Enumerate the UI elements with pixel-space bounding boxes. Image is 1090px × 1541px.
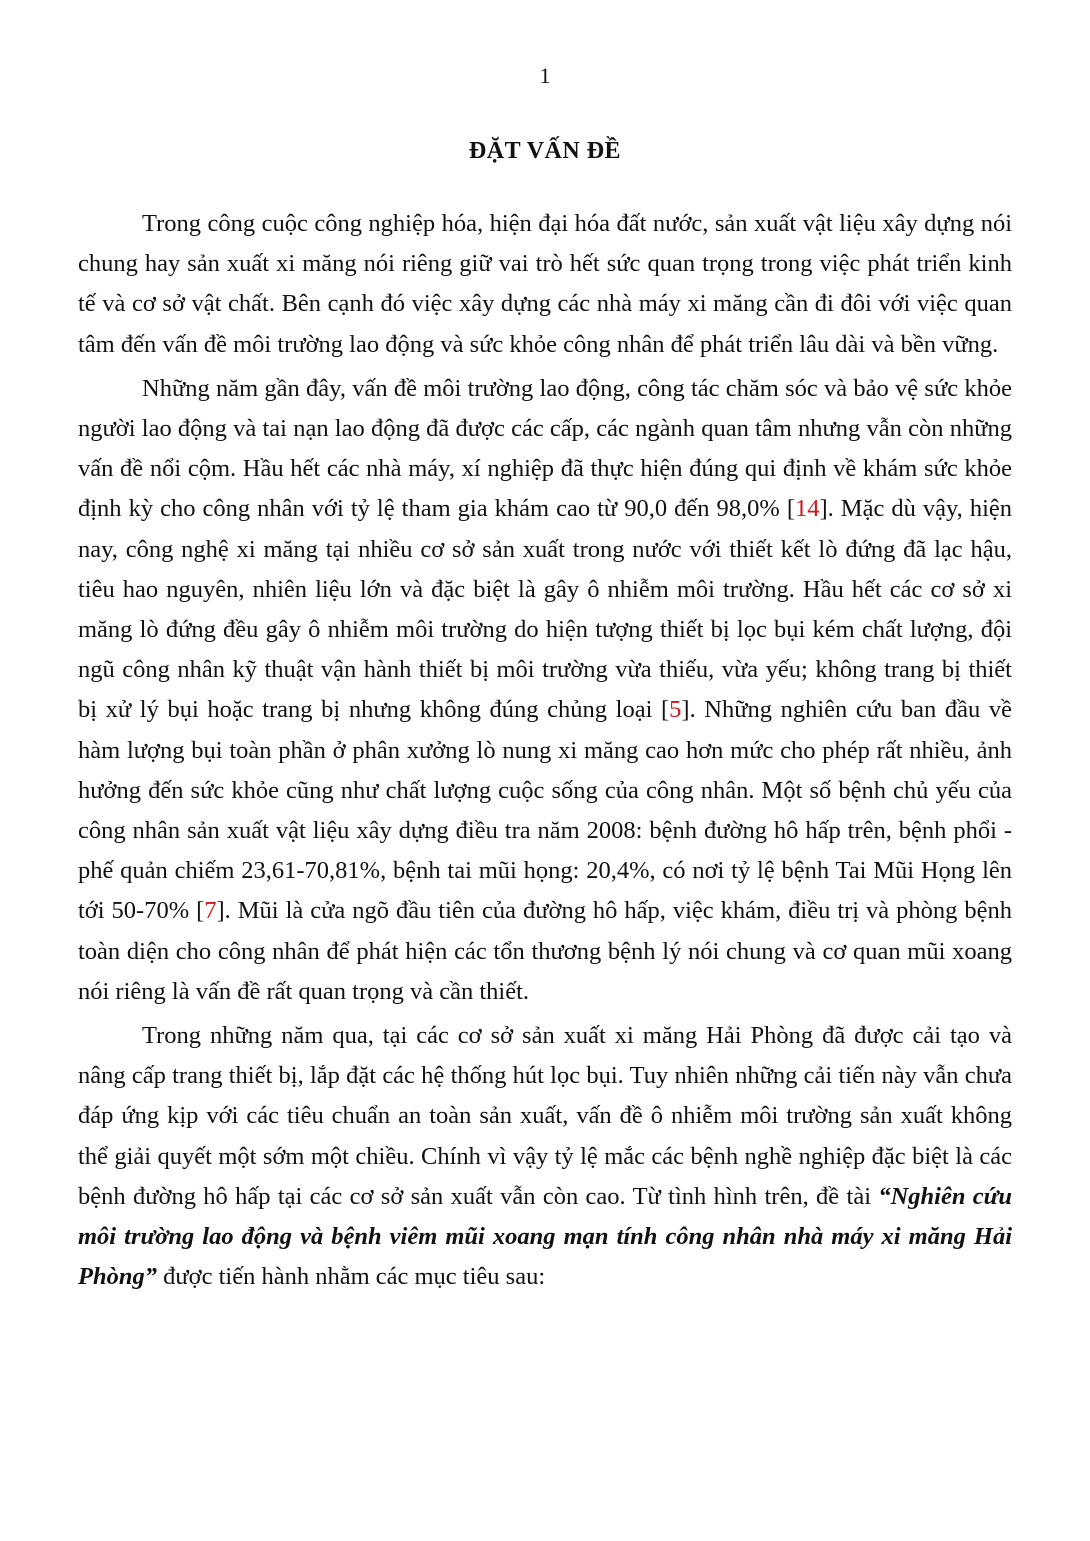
body-text — [78, 204, 1012, 1301]
paragraph-2 — [78, 369, 1012, 1012]
paragraph-text: được tiến hành nhằm các mục tiêu sau: — [156, 1263, 546, 1291]
section-heading: ĐẶT VẤN ĐỀ — [468, 138, 622, 164]
citation-link[interactable]: 14 — [794, 495, 820, 523]
paragraph-text: ]. Mũi là cửa ngõ đầu tiên của đường hô hấp, việc khám, điều trị và phòng bệnh toàn diện cho công nhân để phát hiện các tổn thương bệnh lý nói chung và cơ quan mũi xoang nói riêng là vấn đề rất quan trọng và cần thiết. — [78, 897, 1013, 1005]
paragraph-1 — [78, 204, 1012, 365]
paragraph-text: Những năm gần đây, vấn đề môi trường lao động, công tác chăm sóc và bảo vệ sức khỏe người lao động và tai nạn lao động đã được các cấp, các ngành quan tâm nhưng vẫn còn những vấn đề nổi cộm. Hầu hết các nhà máy, xí nghiệp đã thực hiện đúng qui định về khám sức khỏe định kỳ cho công nhân với tỷ lệ tham gia khám cao từ 90,0 đến 98,0% [ — [78, 374, 1012, 523]
paragraph-text: Trong công cuộc công nghiệp hóa, hiện đại hóa đất nước, sản xuất vật liệu xây dựng nói chung hay sản xuất xi măng nói riêng giữ vai trò hết sức quan trọng trong việc phát triển kinh tế và cơ sở vật chất. Bên cạnh đó việc xây dựng các nhà máy xi măng cần đi đôi với việc quan tâm đến vấn đề môi trường lao động và sức khỏe công nhân để phát triển lâu dài và bền vững. — [78, 210, 1012, 358]
paragraph-text: ]. Những nghiên cứu ban đầu về hàm lượng bụi toàn phần ở phân xưởng lò nung xi măng cao hơn mức cho phép rất nhiều, ảnh hưởng đến sức khỏe cũng như chất lượng cuộc sống của công nhân. Một số bệnh chủ yếu của công nhân sản xuất vật liệu xây dựng điều tra năm 2008: bệnh đường hô hấp trên, bệnh phổi - phế quản chiếm 23,61-70,81%, bệnh tai mũi họng: 20,4%, có nơi tỷ lệ bệnh Tai Mũi Họng lên tới 50-70% [ — [78, 696, 1012, 925]
citation-link[interactable]: 5 — [669, 696, 682, 724]
paragraph-3 — [78, 1016, 1012, 1297]
study-title: “Nghiên cứu môi trường lao động và bệnh viêm mũi xoang mạn tính công nhân nhà máy xi măng Hải Phòng” — [78, 1182, 1012, 1291]
paragraph-text: Trong những năm qua, tại các cơ sở sản xuất xi măng Hải Phòng đã được cải tạo và nâng cấp trang thiết bị, lắp đặt các hệ thống hút lọc bụi. Tuy nhiên những cải tiến này vẫn chưa đáp ứng kịp với các tiêu chuẩn an toàn sản xuất, vấn đề ô nhiễm môi trường sản xuất không thể giải quyết một sớm một chiều. Chính vì vậy tỷ lệ mắc các bệnh nghề nghiệp đặc biệt là các bệnh đường hô hấp tại các cơ sở sản xuất vẫn còn cao. Từ tình hình trên, đề tài — [78, 1022, 1012, 1210]
paragraph-text: ]. Mặc dù vậy, hiện nay, công nghệ xi măng tại nhiều cơ sở sản xuất trong nước với thiết kết lò đứng đã lạc hậu, tiêu hao nguyên, nhiên liệu lớn và đặc biệt là gây ô nhiễm môi trường. Hầu hết các cơ sở xi măng lò đứng đều gây ô nhiễm môi trường do hiện tượng thiết bị lọc bụi kém chất lượng, đội ngũ công nhân kỹ thuật vận hành thiết bị môi trường vừa thiếu, vừa yếu; không trang bị thiết bị xử lý bụi hoặc trang bị nhưng không đúng chủng loại [ — [78, 495, 1012, 724]
citation-link[interactable]: 7 — [204, 897, 217, 925]
page-number: 1 — [539, 63, 551, 88]
